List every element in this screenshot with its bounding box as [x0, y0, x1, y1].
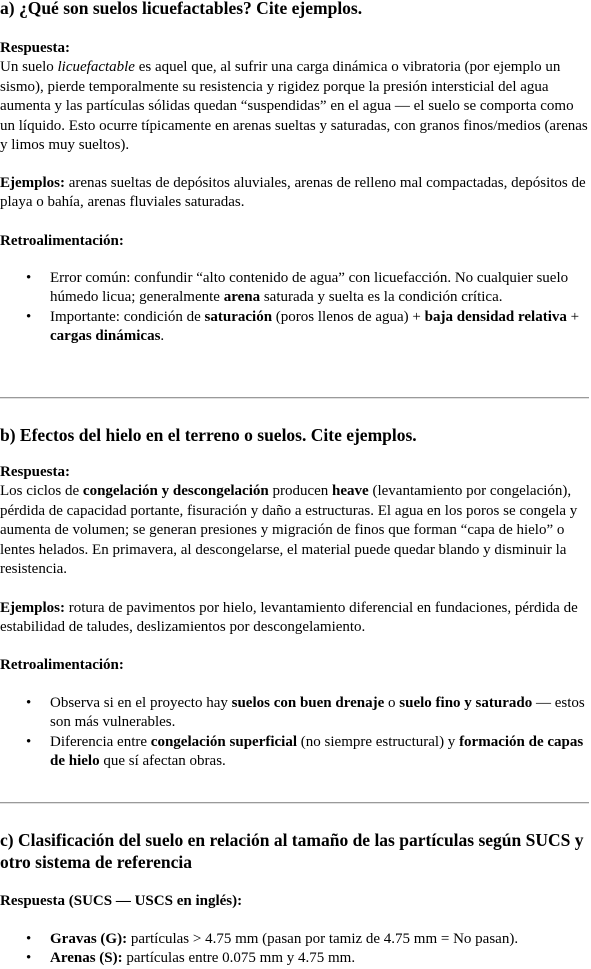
section-divider: [0, 802, 589, 804]
bullet-icon: •: [26, 695, 32, 711]
list-item: • Gravas (G): partículas > 4.75 mm (pasan por tamiz de 4.75 mm = No pasan).: [0, 930, 591, 949]
section-b-feedback-list: [0, 694, 591, 772]
section-a-feedback-list: [0, 269, 591, 347]
section-b-heading: b) Efectos del hielo en el terreno o suelos. Cite ejemplos.: [0, 425, 417, 445]
bullet-icon: •: [26, 931, 32, 947]
list-item: • Error común: confundir “alto contenido de agua” con licuefacción. No cualquier suelo húmedo licua; generalmente arena saturada y suelta es la condición crítica.: [26, 270, 569, 306]
bullet-icon: •: [26, 950, 32, 967]
list-item: • Observa si en el proyecto hay suelos con buen drenaje o suelo fino y saturado — estos son más vulnerables.: [26, 695, 585, 731]
answer-label: Respuesta:: [0, 40, 70, 56]
section-b-feedback-label: Retroalimentación:: [0, 657, 124, 673]
section-c-answer-label: Respuesta (SUCS — USCS en inglés):: [0, 893, 243, 909]
bullet-icon: •: [26, 308, 32, 325]
list-item: • Arenas (S): partículas entre 0.075 mm y 4.75 mm.: [0, 949, 591, 968]
term-licuefactable: licuefactable: [57, 59, 135, 76]
section-a-answer: Respuesta: Un suelo licuefactable es aquel que, al sufrir una carga dinámica o vibratoria (por ejemplo un sismo), pierde temporalmente su resistencia y rigidez porque la presión intersticial del agua aumenta y las partículas sólidas quedan “suspendidas” en el agua — el suelo se comporta como un líquido. Esto ocurre típicamente en arenas sueltas y saturadas, con granos finos/medios (arenas y limos muy sueltos).: [0, 40, 588, 154]
list-item: • Diferencia entre congelación superficial (no siempre estructural) y formación de capas de hielo que sí afectan obras.: [26, 733, 584, 770]
section-a-examples: Ejemplos: arenas sueltas de depósitos aluviales, arenas de relleno mal compactadas, depósitos de playa o bahía, arenas fluviales saturadas.: [0, 175, 586, 211]
examples-label: Ejemplos:: [0, 175, 65, 191]
section-a-heading: a) ¿Qué son suelos licuefactables? Cite ejemplos.: [0, 0, 363, 18]
list-item: • Importante: condición de saturación (poros llenos de agua) + baja densidad relativa + cargas dinámicas.: [26, 308, 580, 345]
answer-label: Respuesta:: [0, 464, 70, 480]
bullet-icon: •: [26, 733, 32, 750]
section-c-list: [0, 930, 591, 969]
section-divider: [0, 397, 589, 399]
section-b-answer: Respuesta: Los ciclos de congelación y descongelación producen heave (levantamiento por congelación), pérdida de capacidad portante, fisuración y daño a estructuras. El agua en los poros se congela y aumenta de volumen; se generan presiones y migración de finos que forman “capa de hielo” o lentes helados. En primavera, al descongelarse, el material puede quedar blando y disminuir la resistencia.: [0, 464, 578, 578]
bullet-icon: •: [26, 270, 32, 286]
section-a-feedback-label: Retroalimentación:: [0, 233, 124, 249]
examples-label: Ejemplos:: [0, 600, 65, 616]
section-c-heading: c) Clasificación del suelo en relación al tamaño de las partículas según SUCS y otro sistema de referencia: [0, 830, 584, 872]
section-b-examples: Ejemplos: rotura de pavimentos por hielo, levantamiento diferencial en fundaciones, pérdida de estabilidad de taludes, deslizamientos por descongelamiento.: [0, 600, 578, 636]
